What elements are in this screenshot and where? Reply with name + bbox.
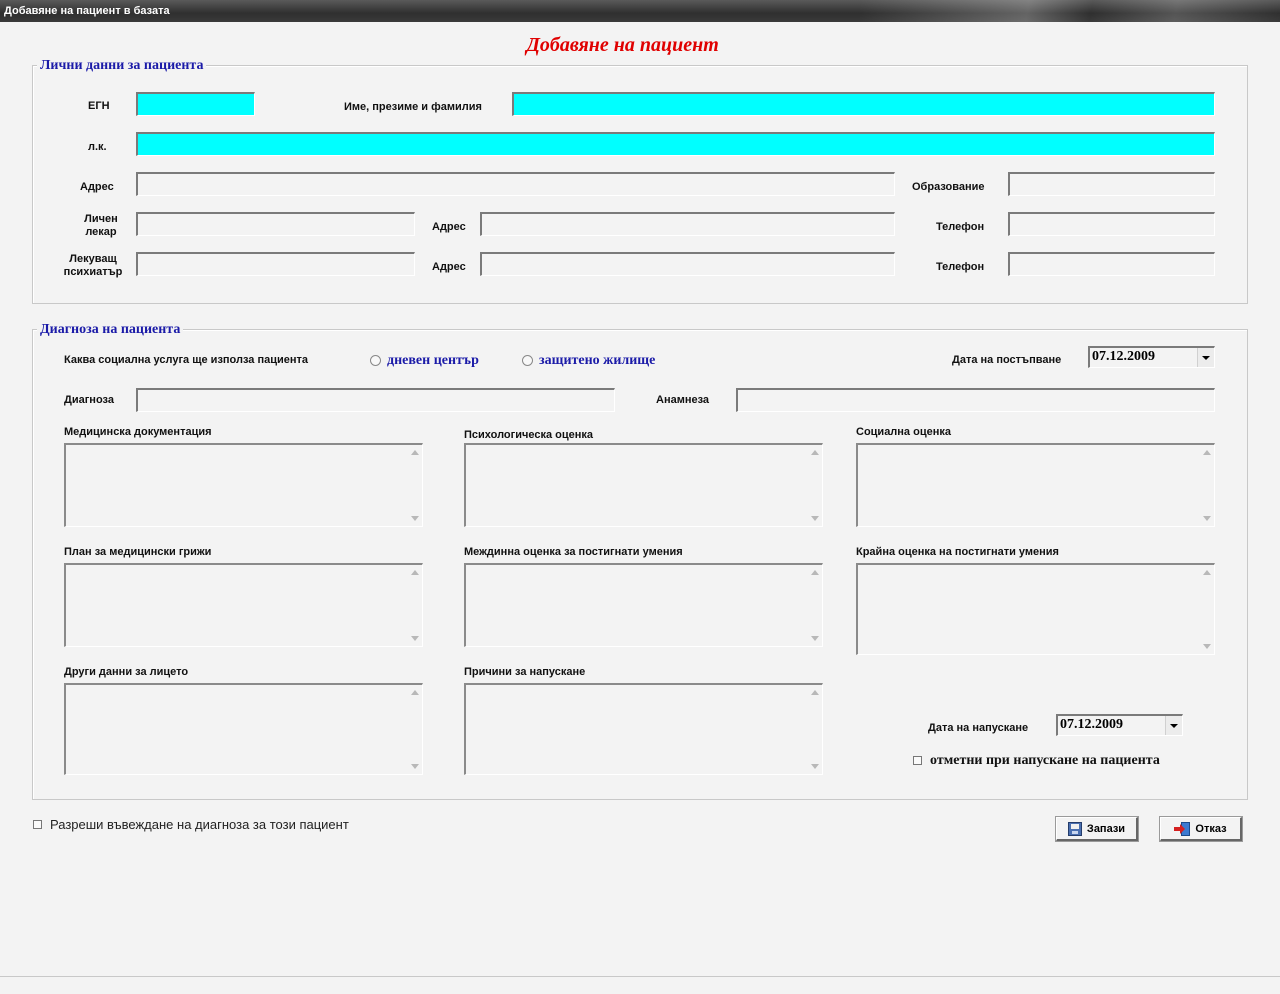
memo-scrollbar[interactable] bbox=[408, 565, 422, 646]
personal-data-legend: Лични данни за пациента bbox=[37, 59, 206, 73]
leave-date-value: 07.12.2009 bbox=[1060, 717, 1123, 732]
admission-date-value: 07.12.2009 bbox=[1092, 349, 1155, 364]
psychiatrist-phone-input[interactable] bbox=[1008, 252, 1215, 276]
address-label: Адрес bbox=[80, 181, 114, 193]
save-button[interactable] bbox=[1056, 817, 1138, 841]
name-label: Име, презиме и фамилия bbox=[344, 101, 482, 113]
save-button-label: Запази bbox=[1086, 822, 1126, 835]
leave-checkbox-label[interactable]: отметни при напускане на пациента bbox=[930, 753, 1160, 768]
memo-scrollbar[interactable] bbox=[808, 565, 822, 646]
service-question: Каква социална услуга ще използа пациента bbox=[64, 354, 309, 366]
memo-scrollbar[interactable] bbox=[1200, 445, 1214, 526]
doctor-address-input[interactable] bbox=[480, 212, 895, 236]
education-label: Образование bbox=[912, 181, 985, 193]
diagnosis-legend: Диагноза на пациента bbox=[37, 323, 183, 337]
radio-protected-housing[interactable] bbox=[522, 355, 533, 366]
doctor-label: Личен лекар bbox=[84, 213, 118, 238]
titlebar-gloss bbox=[860, 0, 1280, 22]
allow-diagnosis-checkbox[interactable] bbox=[33, 820, 42, 829]
status-bar bbox=[0, 976, 1280, 994]
social-eval-label: Социална оценка bbox=[856, 426, 951, 438]
form-title: Добавяне на пациент bbox=[526, 34, 719, 56]
save-icon bbox=[1068, 822, 1082, 836]
diagnosis-label: Диагноза bbox=[64, 394, 114, 406]
leave-date-picker[interactable] bbox=[1056, 714, 1183, 736]
psychiatrist-address-input[interactable] bbox=[480, 252, 895, 276]
egn-input[interactable] bbox=[136, 92, 255, 116]
window-title: Добавяне на пациент в базата bbox=[4, 5, 170, 17]
address-input[interactable] bbox=[136, 172, 895, 196]
medical-docs-memo[interactable] bbox=[64, 443, 423, 527]
allow-diagnosis-label[interactable]: Разреши въвеждане на диагноза за този пациент bbox=[50, 817, 349, 832]
radio-protected-housing-label[interactable]: защитено жилище bbox=[539, 353, 656, 368]
memo-scrollbar[interactable] bbox=[408, 685, 422, 774]
full-name-input[interactable] bbox=[512, 92, 1215, 116]
leave-checkbox[interactable] bbox=[913, 756, 922, 765]
care-plan-memo[interactable] bbox=[64, 563, 423, 647]
chevron-down-icon[interactable] bbox=[1165, 716, 1182, 735]
diagnosis-input[interactable] bbox=[136, 388, 615, 412]
anamnesis-input[interactable] bbox=[736, 388, 1215, 412]
lk-label: л.к. bbox=[88, 141, 107, 153]
psych-eval-memo[interactable] bbox=[464, 443, 823, 527]
psych-eval-label: Психологическа оценка bbox=[464, 429, 594, 441]
exit-icon bbox=[1174, 822, 1190, 836]
other-data-memo[interactable] bbox=[64, 683, 423, 775]
psychiatrist-address-label: Адрес bbox=[432, 261, 466, 273]
psychiatrist-input[interactable] bbox=[136, 252, 415, 276]
memo-scrollbar[interactable] bbox=[808, 685, 822, 774]
interim-eval-memo[interactable] bbox=[464, 563, 823, 647]
radio-day-center[interactable] bbox=[370, 355, 381, 366]
cancel-button-label: Отказ bbox=[1195, 822, 1227, 835]
other-data-label: Други данни за лицето bbox=[64, 666, 189, 678]
final-eval-label: Крайна оценка на постигнати умения bbox=[856, 546, 1059, 558]
final-eval-memo[interactable] bbox=[856, 563, 1215, 655]
social-eval-memo[interactable] bbox=[856, 443, 1215, 527]
doctor-address-label: Адрес bbox=[432, 221, 466, 233]
admission-date-picker[interactable] bbox=[1088, 346, 1215, 368]
radio-day-center-label[interactable]: дневен център bbox=[387, 353, 479, 368]
doctor-phone-label: Телефон bbox=[936, 221, 985, 233]
id-card-input[interactable] bbox=[136, 132, 1215, 156]
medical-docs-label: Медицинска документация bbox=[64, 426, 212, 438]
psychiatrist-phone-label: Телефон bbox=[936, 261, 985, 273]
cancel-button[interactable] bbox=[1160, 817, 1242, 841]
psychiatrist-label: Лекуващ психиатър bbox=[63, 253, 123, 278]
doctor-phone-input[interactable] bbox=[1008, 212, 1215, 236]
education-input[interactable] bbox=[1008, 172, 1215, 196]
anamnesis-label: Анамнеза bbox=[656, 394, 710, 406]
memo-scrollbar[interactable] bbox=[408, 445, 422, 526]
leave-reasons-label: Причини за напускане bbox=[464, 666, 586, 678]
leave-reasons-memo[interactable] bbox=[464, 683, 823, 775]
chevron-down-icon[interactable] bbox=[1197, 348, 1214, 367]
memo-scrollbar[interactable] bbox=[808, 445, 822, 526]
memo-scrollbar[interactable] bbox=[1200, 565, 1214, 654]
egn-label: ЕГН bbox=[88, 100, 110, 112]
leave-date-label: Дата на напускане bbox=[928, 722, 1029, 734]
interim-eval-label: Междинна оценка за постигнати умения bbox=[464, 546, 683, 558]
admission-date-label: Дата на постъпване bbox=[952, 354, 1062, 366]
care-plan-label: План за медицински грижи bbox=[64, 546, 212, 558]
doctor-input[interactable] bbox=[136, 212, 415, 236]
